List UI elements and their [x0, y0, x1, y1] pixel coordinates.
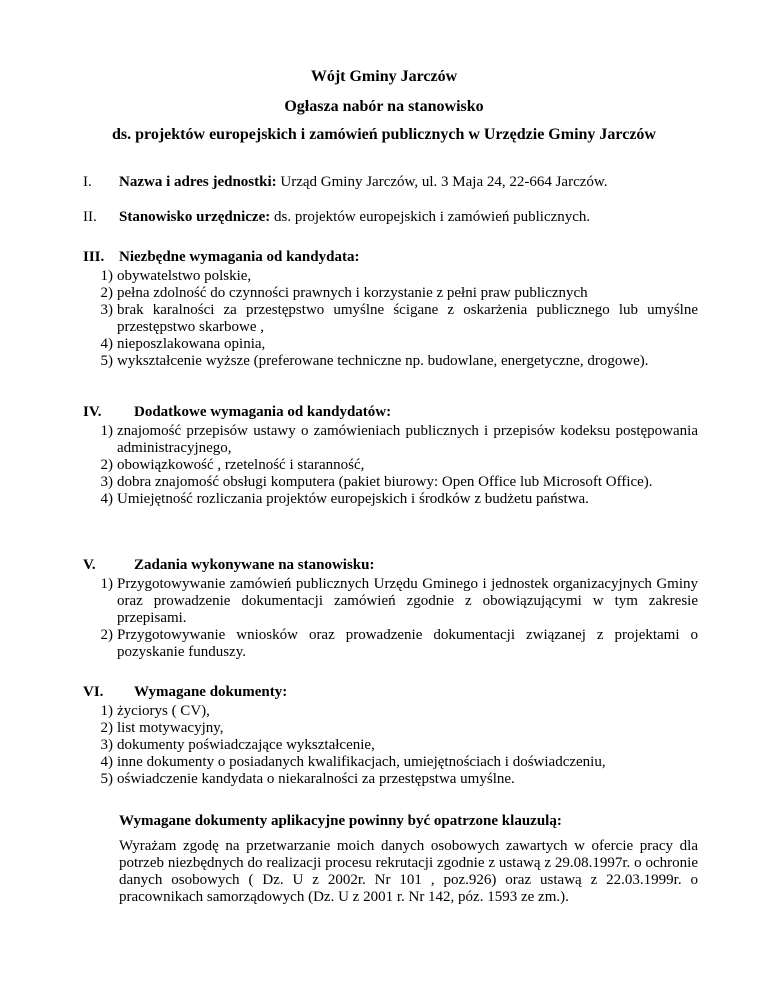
document-title: Wójt Gminy Jarczów	[310, 68, 458, 85]
section-label: Nazwa i adres jednostki:	[119, 174, 277, 190]
section-label: Zadania wykonywane na stanowisku:	[134, 557, 375, 573]
item-text: Przygotowywanie zamówień publicznych Urzędu Gminego i jednostek organizacyjnych Gminy oraz prowadzenie dokumentacji zamówień zgodnie z obowiązującymi w tym zakresie przepisami.	[117, 576, 698, 626]
list-item	[91, 474, 698, 491]
section-label: Niezbędne wymagania od kandydata:	[119, 249, 360, 265]
list-item	[91, 491, 698, 508]
section-numeral: II.	[83, 209, 97, 225]
section-label: Dodatkowe wymagania od kandydatów:	[134, 404, 392, 420]
item-text: inne dokumenty o posiadanych kwalifikacjach, umiejętnościach i doświadczeniu,	[117, 754, 606, 770]
section-text	[119, 174, 608, 191]
item-text: brak karalności za przestępstwo umyślne ścigane z oskarżenia publicznego lub umyślne przestępstwo skarbowe ,	[117, 302, 698, 335]
item-text: obowiązkowość , rzetelność i staranność,	[117, 457, 365, 473]
item-number: 5)	[100, 353, 113, 369]
list-item	[91, 457, 698, 474]
position-title: ds. projektów europejskich i zamówień publicznych w Urzędzie Gminy Jarczów	[112, 126, 656, 143]
list-item	[91, 336, 698, 353]
section-numeral: IV.	[83, 404, 102, 420]
section-value: ds. projektów europejskich i zamówień publicznych.	[270, 209, 591, 225]
item-number: 1)	[100, 268, 113, 284]
list-item	[91, 353, 698, 370]
announcement-line: Ogłasza nabór na stanowisko	[284, 98, 484, 115]
item-text: list motywacyjny,	[117, 720, 224, 736]
item-number: 2)	[100, 457, 113, 473]
clause-heading: Wymagane dokumenty aplikacyjne powinny być opatrzone klauzulą:	[119, 813, 562, 829]
requirements-list	[91, 268, 698, 370]
section-label: Wymagane dokumenty:	[134, 684, 288, 700]
item-number: 2)	[100, 720, 113, 736]
item-number: 4)	[100, 754, 113, 770]
item-number: 4)	[100, 336, 113, 352]
item-text: obywatelstwo polskie,	[117, 268, 252, 284]
item-text: życiorys ( CV),	[117, 703, 210, 719]
item-text: Przygotowywanie wniosków oraz prowadzenie dokumentacji związanej z projektami o pozyskanie funduszy.	[117, 627, 698, 660]
item-number: 1)	[100, 576, 113, 592]
item-number: 3)	[100, 737, 113, 753]
list-item	[91, 754, 698, 771]
item-text: znajomość przepisów ustawy o zamówieniach publicznych i przepisów kodeksu postępowania administracyjnego,	[117, 423, 698, 456]
section-text	[119, 209, 590, 226]
item-number: 1)	[100, 423, 113, 439]
section-numeral: V.	[83, 557, 96, 573]
section-value: Urząd Gminy Jarczów, ul. 3 Maja 24, 22-664 Jarczów.	[276, 174, 608, 190]
list-item	[91, 302, 698, 336]
list-item	[91, 268, 698, 285]
item-text: wykształcenie wyższe (preferowane techniczne np. budowlane, energetyczne, drogowe).	[117, 353, 649, 369]
list-item	[91, 285, 698, 302]
list-item	[91, 703, 698, 720]
list-item	[91, 737, 698, 754]
list-item	[91, 720, 698, 737]
item-text: dokumenty poświadczające wykształcenie,	[117, 737, 375, 753]
list-item	[91, 576, 698, 627]
list-item	[91, 771, 698, 788]
item-number: 5)	[100, 771, 113, 787]
section-numeral: VI.	[83, 684, 104, 700]
duties-list	[91, 576, 698, 661]
list-item	[91, 627, 698, 661]
item-number: 3)	[100, 302, 113, 318]
item-text: dobra znajomość obsługi komputera (pakiet biurowy: Open Office lub Microsoft Office).	[117, 474, 653, 490]
section-numeral: III.	[83, 249, 105, 265]
item-number: 1)	[100, 703, 113, 719]
item-number: 2)	[100, 627, 113, 643]
item-number: 3)	[100, 474, 113, 490]
additional-requirements-list	[91, 423, 698, 508]
section-numeral: I.	[83, 174, 92, 190]
section-label: Stanowisko urzędnicze:	[119, 209, 271, 225]
item-number: 4)	[100, 491, 113, 507]
item-text: oświadczenie kandydata o niekaralności za przestępstwa umyślne.	[117, 771, 515, 787]
item-text: Umiejętność rozliczania projektów europejskich i środków z budżetu państwa.	[117, 491, 589, 507]
documents-list	[91, 703, 698, 788]
item-text: pełna zdolność do czynności prawnych i korzystanie z pełni praw publicznych	[117, 285, 588, 301]
item-number: 2)	[100, 285, 113, 301]
list-item	[91, 423, 698, 457]
clause-text: Wyrażam zgodę na przetwarzanie moich danych osobowych zawartych w ofercie pracy dla potrzeb niezbędnych do realizacji procesu rekrutacji zgodnie z ustawą z 29.08.1997r. o ochronie danych osobowych ( Dz. U z 2002r. Nr 101 , poz.926) oraz ustawą z 22.03.1999r. o pracownikach samorządowych (Dz. U z 2001 r. Nr 142, póz. 1593 ze zm.).	[119, 838, 698, 905]
item-text: nieposzlakowana opinia,	[117, 336, 266, 352]
